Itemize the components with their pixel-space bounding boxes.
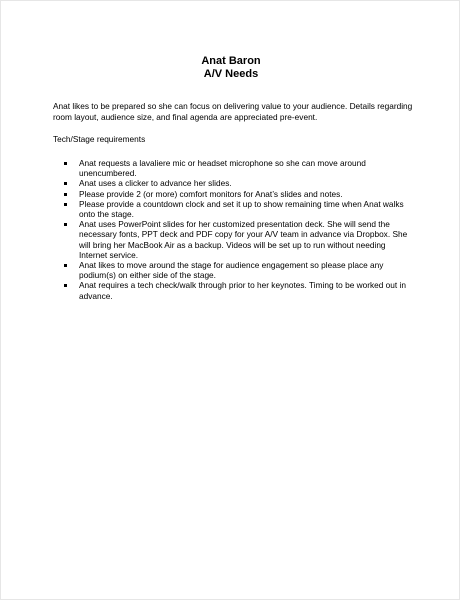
square-bullet-icon (64, 264, 67, 267)
list-item-text: Anat requests a lavaliere mic or headset microphone so she can move around unencumbered. (79, 158, 366, 179)
list-item (61, 178, 415, 188)
list-item (61, 158, 415, 178)
list-item (61, 199, 415, 219)
square-bullet-icon (64, 162, 67, 165)
page-title: Anat Baron (201, 55, 261, 67)
list-item-text: Anat likes to move around the stage for audience engagement so please place any podium(s) on either side of the stage. (79, 260, 384, 281)
list-item-text: Anat uses PowerPoint slides for her customized presentation deck. She will send the necessary fonts, PPT deck and PDF copy for your A/V team in advance via Dropbox. She will bring her MacBook Air as a backup. Videos will be set up to run without needing Internet service. (79, 219, 408, 260)
section-heading: Tech/Stage requirements (53, 134, 146, 144)
square-bullet-icon (64, 284, 67, 287)
document-header (1, 55, 460, 81)
list-item (61, 280, 415, 300)
list-item (61, 260, 415, 280)
square-bullet-icon (64, 193, 67, 196)
intro-paragraph: Anat likes to be prepared so she can focus on delivering value to your audience. Details regarding room layout, audience size, and final agenda are appreciated pre-event. (53, 101, 413, 122)
list-item (61, 219, 415, 260)
square-bullet-icon (64, 223, 67, 226)
list-item-text: Anat requires a tech check/walk through prior to her keynotes. Timing to be worked out in advance. (79, 280, 406, 301)
page-subtitle: A/V Needs (203, 68, 259, 80)
list-item-text: Please provide a countdown clock and set it up to show remaining time when Anat walks onto the stage. (79, 198, 404, 220)
list-item-text: Please provide 2 (or more) comfort monitors for Anat’s slides and notes. (79, 188, 343, 199)
square-bullet-icon (64, 182, 67, 185)
list-item (61, 189, 415, 199)
requirements-list (61, 158, 415, 301)
square-bullet-icon (64, 203, 67, 206)
list-item-text: Anat uses a clicker to advance her slides. (79, 178, 232, 189)
